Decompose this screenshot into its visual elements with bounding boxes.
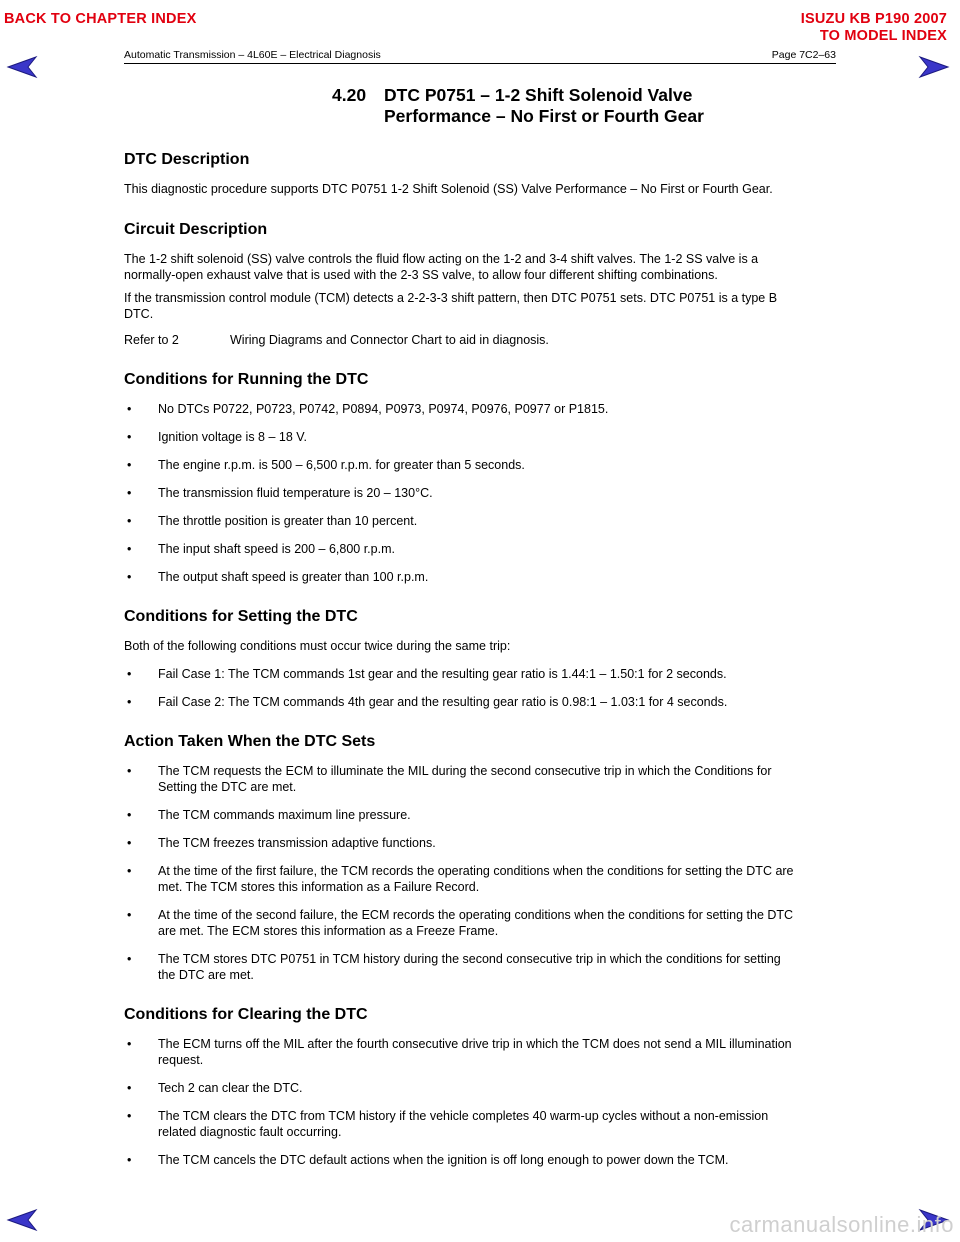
bullet-icon: • — [127, 808, 132, 822]
refer-to-label: Refer to 2 — [124, 333, 179, 347]
bullet-icon: • — [127, 667, 132, 681]
list-item — [124, 951, 836, 983]
list-item — [124, 835, 836, 851]
watermark-text: carmanualsonline.info — [729, 1212, 954, 1237]
list-item — [124, 907, 836, 939]
bullet-icon: • — [127, 695, 132, 709]
bullet-icon: • — [127, 1109, 132, 1123]
bullet-icon: • — [127, 864, 132, 878]
bullet-icon: • — [127, 458, 132, 472]
conditions-running-heading: Conditions for Running the DTC — [124, 371, 369, 388]
bullet-icon: • — [127, 402, 132, 416]
next-page-arrow-icon[interactable] — [918, 55, 950, 79]
list-item-text: Fail Case 1: The TCM commands 1st gear and the resulting gear ratio is 1.44:1 – 1.50:1 for 2 seconds. — [158, 667, 727, 681]
bullet-icon: • — [127, 764, 132, 778]
conditions-clearing-heading: Conditions for Clearing the DTC — [124, 1006, 368, 1023]
circuit-description-para1 — [124, 251, 836, 283]
list-item — [124, 513, 836, 529]
conditions-running-list — [124, 401, 836, 585]
list-item-text: the DTC are met. — [158, 968, 254, 982]
list-item — [124, 694, 836, 710]
list-item-text: At the time of the second failure, the ECM records the operating conditions when the conditions for setting the DTC — [158, 908, 794, 922]
previous-page-arrow-icon[interactable] — [6, 55, 38, 79]
conditions-setting-intro: Both of the following conditions must occur twice during the same trip: — [124, 639, 511, 653]
model-title-link[interactable]: ISUZU KB P190 2007 — [800, 11, 947, 27]
bullet-icon: • — [127, 952, 132, 966]
action-taken-heading: Action Taken When the DTC Sets — [124, 733, 376, 750]
circuit-para2-line2: DTC. — [124, 307, 154, 321]
list-item — [124, 666, 836, 682]
list-item-text: met. The TCM stores this information as a Failure Record. — [158, 880, 480, 894]
section-number: 4.20 — [332, 85, 367, 105]
circuit-para2-line1: If the transmission control module (TCM) detects a 2-2-3-3 shift pattern, then DTC P0751 sets. DTC P0751 is a type B — [124, 291, 778, 305]
bullet-icon: • — [127, 1037, 132, 1051]
dtc-description-text: This diagnostic procedure supports DTC P0751 1-2 Shift Solenoid (SS) Valve Performance – No First or Fourth Gear. — [124, 182, 773, 196]
conditions-clearing-list — [124, 1036, 836, 1168]
list-item-text: The throttle position is greater than 10 percent. — [158, 514, 418, 528]
list-item — [124, 763, 836, 795]
dtc-description-heading: DTC Description — [124, 151, 250, 168]
bullet-icon: • — [127, 836, 132, 850]
section-title-line2: Performance – No First or Fourth Gear — [384, 106, 704, 126]
circuit-para1-line2: normally-open exhaust valve that is used with the 2-3 SS valve, to allow four different shifting combinations. — [124, 268, 718, 282]
list-item — [124, 541, 836, 557]
bullet-icon: • — [127, 570, 132, 584]
list-item-text: The TCM freezes transmission adaptive functions. — [158, 836, 436, 850]
list-item-text: The TCM stores DTC P0751 in TCM history during the second consecutive trip in which the conditions for setting — [158, 952, 781, 966]
list-item-text: The input shaft speed is 200 – 6,800 r.p.m. — [158, 542, 395, 556]
list-item-text: Ignition voltage is 8 – 18 V. — [158, 430, 307, 444]
refer-to-text: Wiring Diagrams and Connector Chart to aid in diagnosis. — [230, 333, 549, 347]
list-item — [124, 485, 836, 501]
bullet-icon: • — [127, 908, 132, 922]
back-to-chapter-index-link[interactable]: BACK TO CHAPTER INDEX — [4, 11, 197, 27]
list-item — [124, 1108, 836, 1140]
list-item-text: The TCM clears the DTC from TCM history if the vehicle completes 40 warm-up cycles without a non-emission — [158, 1109, 769, 1123]
list-item — [124, 1036, 836, 1068]
circuit-description-heading: Circuit Description — [124, 221, 268, 238]
conditions-setting-list — [124, 666, 836, 710]
list-item-text: The transmission fluid temperature is 20 – 130°C. — [158, 486, 433, 500]
refer-line — [124, 332, 836, 348]
page-content — [124, 150, 836, 1168]
list-item-text: Setting the DTC are met. — [158, 780, 297, 794]
conditions-setting-heading: Conditions for Setting the DTC — [124, 608, 358, 625]
previous-page-arrow-bottom-icon[interactable] — [6, 1208, 38, 1232]
list-item-text: At the time of the first failure, the TCM records the operating conditions when the conditions for setting the DTC are — [158, 864, 794, 878]
list-item-text: No DTCs P0722, P0723, P0742, P0894, P0973, P0974, P0976, P0977 or P1815. — [158, 402, 609, 416]
list-item-text: Tech 2 can clear the DTC. — [158, 1081, 303, 1095]
page-number: Page 7C2–63 — [771, 49, 836, 61]
list-item-text: Fail Case 2: The TCM commands 4th gear and the resulting gear ratio is 0.98:1 – 1.03:1 for 4 seconds. — [158, 695, 728, 709]
list-item — [124, 1080, 836, 1096]
bullet-icon: • — [127, 1081, 132, 1095]
section-title-line1: DTC P0751 – 1-2 Shift Solenoid Valve — [384, 85, 693, 105]
list-item-text: are met. The ECM stores this information as a Freeze Frame. — [158, 924, 499, 938]
list-item-text: The engine r.p.m. is 500 – 6,500 r.p.m. for greater than 5 seconds. — [158, 458, 525, 472]
list-item-text: The TCM commands maximum line pressure. — [158, 808, 411, 822]
bullet-icon: • — [127, 1153, 132, 1167]
list-item-text: The ECM turns off the MIL after the fourth consecutive drive trip in which the TCM does not send a MIL illumination — [158, 1037, 792, 1051]
to-model-index-link[interactable]: TO MODEL INDEX — [819, 28, 947, 44]
header-rule — [124, 63, 836, 64]
list-item — [124, 429, 836, 445]
list-item — [124, 457, 836, 473]
list-item-text: The output shaft speed is greater than 100 r.p.m. — [158, 570, 429, 584]
bullet-icon: • — [127, 514, 132, 528]
list-item-text: The TCM cancels the DTC default actions when the ignition is off long enough to power down the TCM. — [158, 1153, 729, 1167]
circuit-description-para2 — [124, 290, 836, 322]
bullet-icon: • — [127, 486, 132, 500]
circuit-para1-line1: The 1-2 shift solenoid (SS) valve controls the fluid flow acting on the 1-2 and 3-4 shift valves. The 1-2 SS valve is a — [124, 252, 759, 266]
list-item — [124, 807, 836, 823]
list-item-text: The TCM requests the ECM to illuminate the MIL during the second consecutive trip in which the Conditions for — [158, 764, 772, 778]
list-item — [124, 863, 836, 895]
list-item — [124, 569, 836, 585]
list-item-text: related diagnostic fault occurring. — [158, 1125, 342, 1139]
list-item — [124, 401, 836, 417]
bullet-icon: • — [127, 430, 132, 444]
running-header-title: Automatic Transmission – 4L60E – Electrical Diagnosis — [124, 49, 381, 61]
action-taken-list — [124, 763, 836, 983]
list-item — [124, 1152, 836, 1168]
bullet-icon: • — [127, 542, 132, 556]
list-item-text: request. — [158, 1053, 204, 1067]
